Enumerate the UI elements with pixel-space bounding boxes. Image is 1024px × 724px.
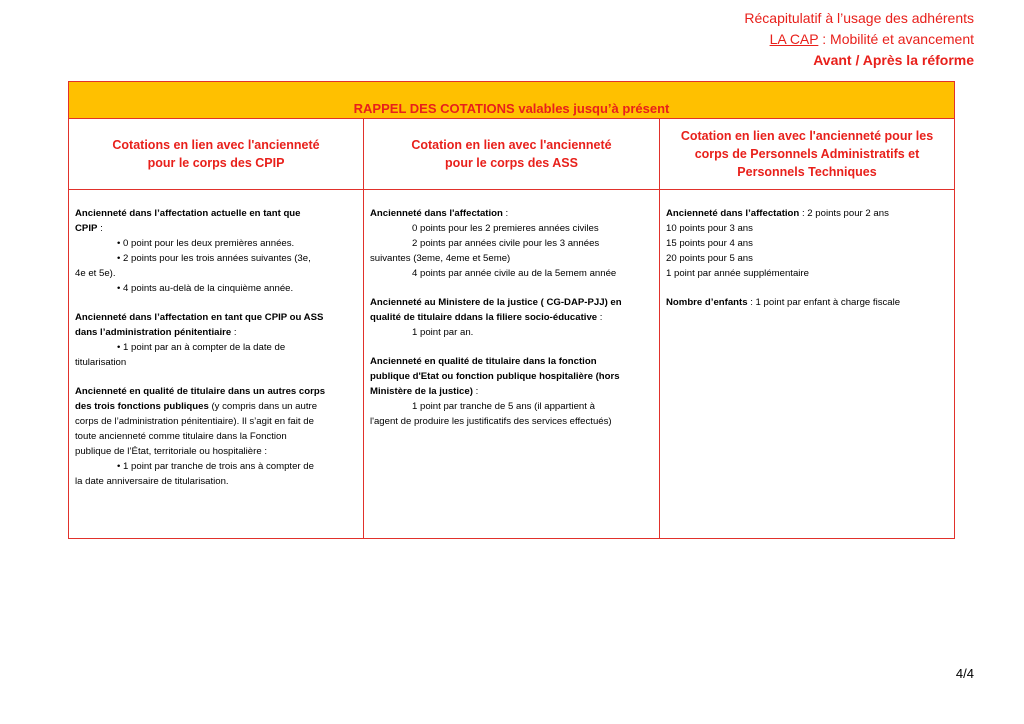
ass-titulaire-title-c: Ministère de la justice) <box>370 386 473 397</box>
pat-affectation-l1: 10 points pour 3 ans <box>666 223 753 234</box>
ass-titulaire-colon: : <box>472 386 479 397</box>
ass-affectation-block <box>370 206 653 281</box>
cpip-bullet-3: • 4 points au-delà de la cinquième année. <box>117 283 294 294</box>
ass-ministere-block <box>370 295 653 340</box>
ass-titulaire-title-b: publique d'Etat ou fonction publique hospitalière (hors <box>370 371 620 382</box>
cotations-table <box>68 81 955 539</box>
heading-ass-line1: Cotation en lien avec l'ancienneté <box>411 138 612 152</box>
cpip-ap-colon: : <box>231 327 237 338</box>
pat-affectation-rest: : 2 points pour 2 ans <box>799 208 889 219</box>
heading-cpip-line1: Cotations en lien avec l'ancienneté <box>112 138 320 152</box>
column-heading-row <box>69 119 955 190</box>
header-cap-line <box>744 29 974 50</box>
ass-titulaire-l1-cont: l'agent de produire les justificatifs des services effectués) <box>370 416 612 427</box>
cpip-affectation-title: Ancienneté dans l’affectation actuelle en tant que <box>75 208 301 219</box>
ass-affectation-l1: 0 points pour les 2 premieres années civiles <box>412 223 599 234</box>
cap-link[interactable]: LA CAP <box>769 31 819 47</box>
cpip-titulaire-bullet: • 1 point par tranche de trois ans à compter de <box>117 461 314 472</box>
header-cap-rest: : Mobilité et avancement <box>818 31 974 47</box>
cpip-ap-title: Ancienneté dans l’affectation en tant que CPIP ou ASS <box>75 312 324 323</box>
header-reform-line: Avant / Après la réforme <box>813 52 974 68</box>
heading-cpip <box>69 119 364 190</box>
ass-ministere-title-b: qualité de titulaire ddans la filiere socio-éducative <box>370 312 598 323</box>
ass-affectation-l2: 2 points par années civile pour les 3 années <box>412 238 600 249</box>
banner-row <box>69 82 955 119</box>
cpip-ap-block <box>75 310 357 370</box>
cpip-ap-bullet: • 1 point par an à compter de la date de <box>117 342 286 353</box>
document-header <box>744 8 974 71</box>
ass-ministere-colon: : <box>597 312 603 323</box>
heading-pat-line3: Personnels Techniques <box>737 165 877 179</box>
cpip-titulaire-title: Ancienneté en qualité de titulaire dans un autres corps <box>75 386 326 397</box>
ass-titulaire-title: Ancienneté en qualité de titulaire dans la fonction <box>370 356 597 367</box>
banner-cell <box>69 82 955 119</box>
header-recap-line: Récapitulatif à l’usage des adhérents <box>744 10 974 26</box>
heading-pat-line2: corps de Personnels Administratifs et <box>694 147 920 161</box>
content-row <box>69 190 955 539</box>
ass-affectation-l2-cont: suivantes (3eme, 4eme et 5eme) <box>370 253 511 264</box>
cpip-ap-title-b: dans l’administration pénitentiaire <box>75 327 232 338</box>
ass-ministere-title: Ancienneté au Ministere de la justice ( CG-DAP-PJJ) en <box>370 297 622 308</box>
pat-affectation-block <box>666 206 948 281</box>
cpip-ap-bullet-cont: titularisation <box>75 357 127 368</box>
cpip-titulaire-line2: corps de l’administration pénitentiaire). Il s’agit en fait de <box>75 416 314 427</box>
pat-enfants-block <box>666 295 948 310</box>
heading-ass-line2: pour le corps des ASS <box>445 156 578 170</box>
heading-pat <box>660 119 955 190</box>
heading-cpip-line2: pour le corps des CPIP <box>147 156 285 170</box>
ass-ministere-l1: 1 point par an. <box>412 327 474 338</box>
pat-affectation-l2: 15 points pour 4 ans <box>666 238 753 249</box>
ass-affectation-colon: : <box>502 208 509 219</box>
cpip-titulaire-title-b: des trois fonctions publiques <box>75 401 209 412</box>
pat-enfants-title: Nombre d’enfants <box>666 297 748 308</box>
cpip-titulaire-line3: toute ancienneté comme titulaire dans la Fonction <box>75 431 287 442</box>
ass-titulaire-block <box>370 354 653 429</box>
cpip-titulaire-paren: (y compris dans un autre <box>208 401 318 412</box>
ass-titulaire-l1: 1 point par tranche de 5 ans (il appartient à <box>412 401 595 412</box>
pat-affectation-title: Ancienneté dans l’affectation <box>666 208 800 219</box>
pat-enfants-rest: : 1 point par enfant à charge fiscale <box>747 297 901 308</box>
cpip-titulaire-block <box>75 384 357 489</box>
ass-affectation-title: Ancienneté dans l'affectation <box>370 208 503 219</box>
cpip-bullet-1: • 0 point pour les deux premières années. <box>117 238 295 249</box>
heading-pat-line1: Cotation en lien avec l'ancienneté pour les <box>680 129 934 143</box>
banner-title: RAPPEL DES COTATIONS valables jusqu’à présent <box>353 101 670 116</box>
cpip-titulaire-bullet-cont: la date anniversaire de titularisation. <box>75 476 229 487</box>
cpip-affectation-block <box>75 206 357 296</box>
pat-affectation-l4: 1 point par année supplémentaire <box>666 268 809 279</box>
cpip-content <box>69 190 364 539</box>
cpip-affectation-colon: : <box>97 223 103 234</box>
cpip-bullet-2-cont: 4e et 5e). <box>75 268 116 279</box>
cpip-affectation-title-b: CPIP <box>75 223 98 234</box>
pat-affectation-l3: 20 points pour 5 ans <box>666 253 753 264</box>
ass-affectation-l3: 4 points par année civile au de la 5emem année <box>412 268 617 279</box>
ass-content <box>364 190 660 539</box>
heading-ass <box>364 119 660 190</box>
pat-content <box>660 190 955 539</box>
page-number: 4/4 <box>955 666 974 681</box>
cpip-titulaire-line4: publique de l’État, territoriale ou hospitalière : <box>75 446 267 457</box>
cpip-bullet-2: • 2 points pour les trois années suivantes (3e, <box>117 253 311 264</box>
